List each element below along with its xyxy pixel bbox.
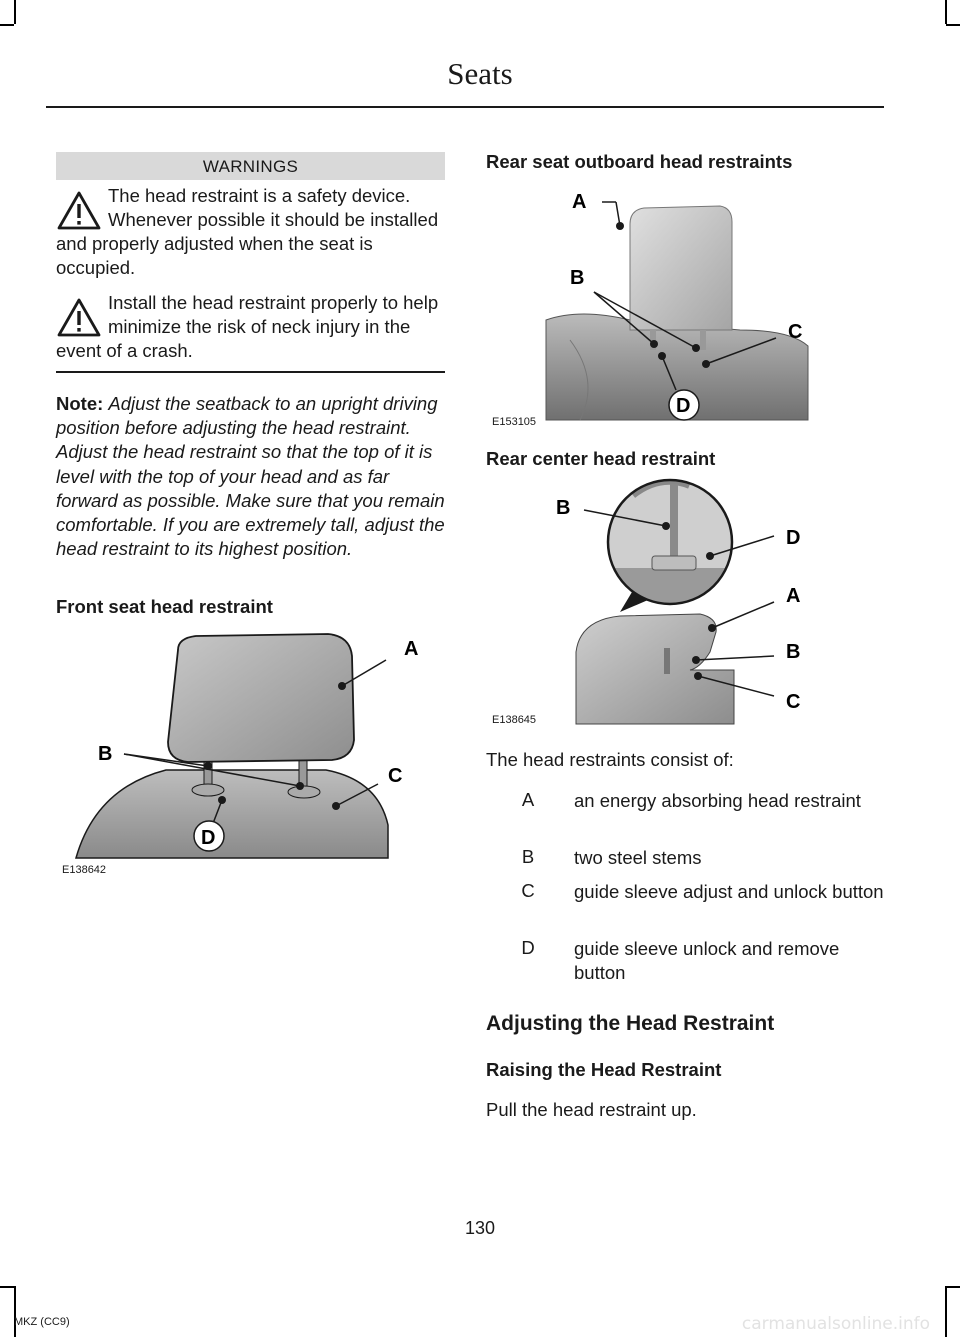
component-description: an energy absorbing head restraint <box>574 790 861 811</box>
callout-label: B <box>556 497 571 519</box>
component-key: B <box>521 846 535 867</box>
note-label: Note: <box>56 393 104 414</box>
callout-label: B <box>98 743 113 765</box>
figure-code: E138645 <box>492 714 537 726</box>
callout-label: B <box>786 641 801 663</box>
crop-mark <box>946 1286 960 1288</box>
warning-triangle-icon <box>56 297 102 339</box>
warnings-divider <box>56 371 445 373</box>
callout-label: B <box>570 267 585 289</box>
component-description: guide sleeve adjust and unlock button <box>574 881 884 902</box>
component-description: guide sleeve unlock and remove button <box>574 938 840 983</box>
callout-label: D <box>201 827 216 849</box>
note-paragraph <box>56 392 448 561</box>
warning-item <box>56 291 445 363</box>
crop-mark <box>14 0 16 24</box>
section-heading: Adjusting the Head Restraint <box>486 1012 775 1035</box>
callout-label: A <box>786 585 801 607</box>
crop-mark <box>945 0 947 24</box>
instruction-text: Pull the head restraint up. <box>486 1099 697 1120</box>
warning-triangle-icon <box>56 190 102 232</box>
page-title: Seats <box>447 56 513 91</box>
crop-mark <box>0 24 14 26</box>
note-text: Adjust the seatback to an upright driving position before adjusting the head restraint. Adjust the head restraint so that the top of it is level with the top of your head and as far forward as possible. Make sure that you remain comfortable. If you are extremely tall, adjust the head restraint to its highest position. <box>56 393 445 560</box>
crop-mark <box>0 1286 14 1288</box>
warnings-heading: WARNINGS <box>56 152 445 180</box>
callout-label: A <box>572 191 587 213</box>
front-figure-heading: Front seat head restraint <box>56 596 273 617</box>
callout-label: C <box>388 765 403 787</box>
component-key: D <box>521 937 535 958</box>
callout-label: D <box>676 395 691 417</box>
rear-outboard-figure-heading: Rear seat outboard head restraints <box>486 151 793 172</box>
rear-center-head-restraint-illustration <box>540 472 880 730</box>
callout-label: C <box>786 691 801 713</box>
title-divider <box>46 106 884 108</box>
components-intro: The head restraints consist of: <box>486 749 734 770</box>
component-description: two steel stems <box>574 847 702 868</box>
figure-code: E153105 <box>492 416 537 428</box>
callout-label: D <box>786 527 801 549</box>
page-number: 130 <box>464 1218 496 1238</box>
crop-mark <box>946 24 960 26</box>
model-code: MKZ (CC9) <box>14 1316 70 1328</box>
warning-text: Install the head restraint properly to help minimize the risk of neck injury in the event of a crash. <box>56 292 439 361</box>
warning-item <box>56 184 445 280</box>
component-key: A <box>521 789 535 810</box>
front-head-restraint-illustration <box>56 620 448 880</box>
figure-code: E138642 <box>62 864 107 876</box>
subsection-heading: Raising the Head Restraint <box>486 1059 722 1080</box>
callout-label: C <box>788 321 803 343</box>
callout-label: A <box>404 638 419 660</box>
rear-center-figure-heading: Rear center head restraint <box>486 448 716 469</box>
crop-mark <box>945 1286 947 1337</box>
component-key: C <box>521 880 535 901</box>
warning-text: The head restraint is a safety device. Whenever possible it should be installed and properly adjusted when the seat is occupied. <box>56 185 439 278</box>
rear-outboard-head-restraint-illustration <box>540 180 880 425</box>
watermark: carmanualsonline.info <box>741 1314 930 1334</box>
crop-mark <box>14 1286 16 1337</box>
